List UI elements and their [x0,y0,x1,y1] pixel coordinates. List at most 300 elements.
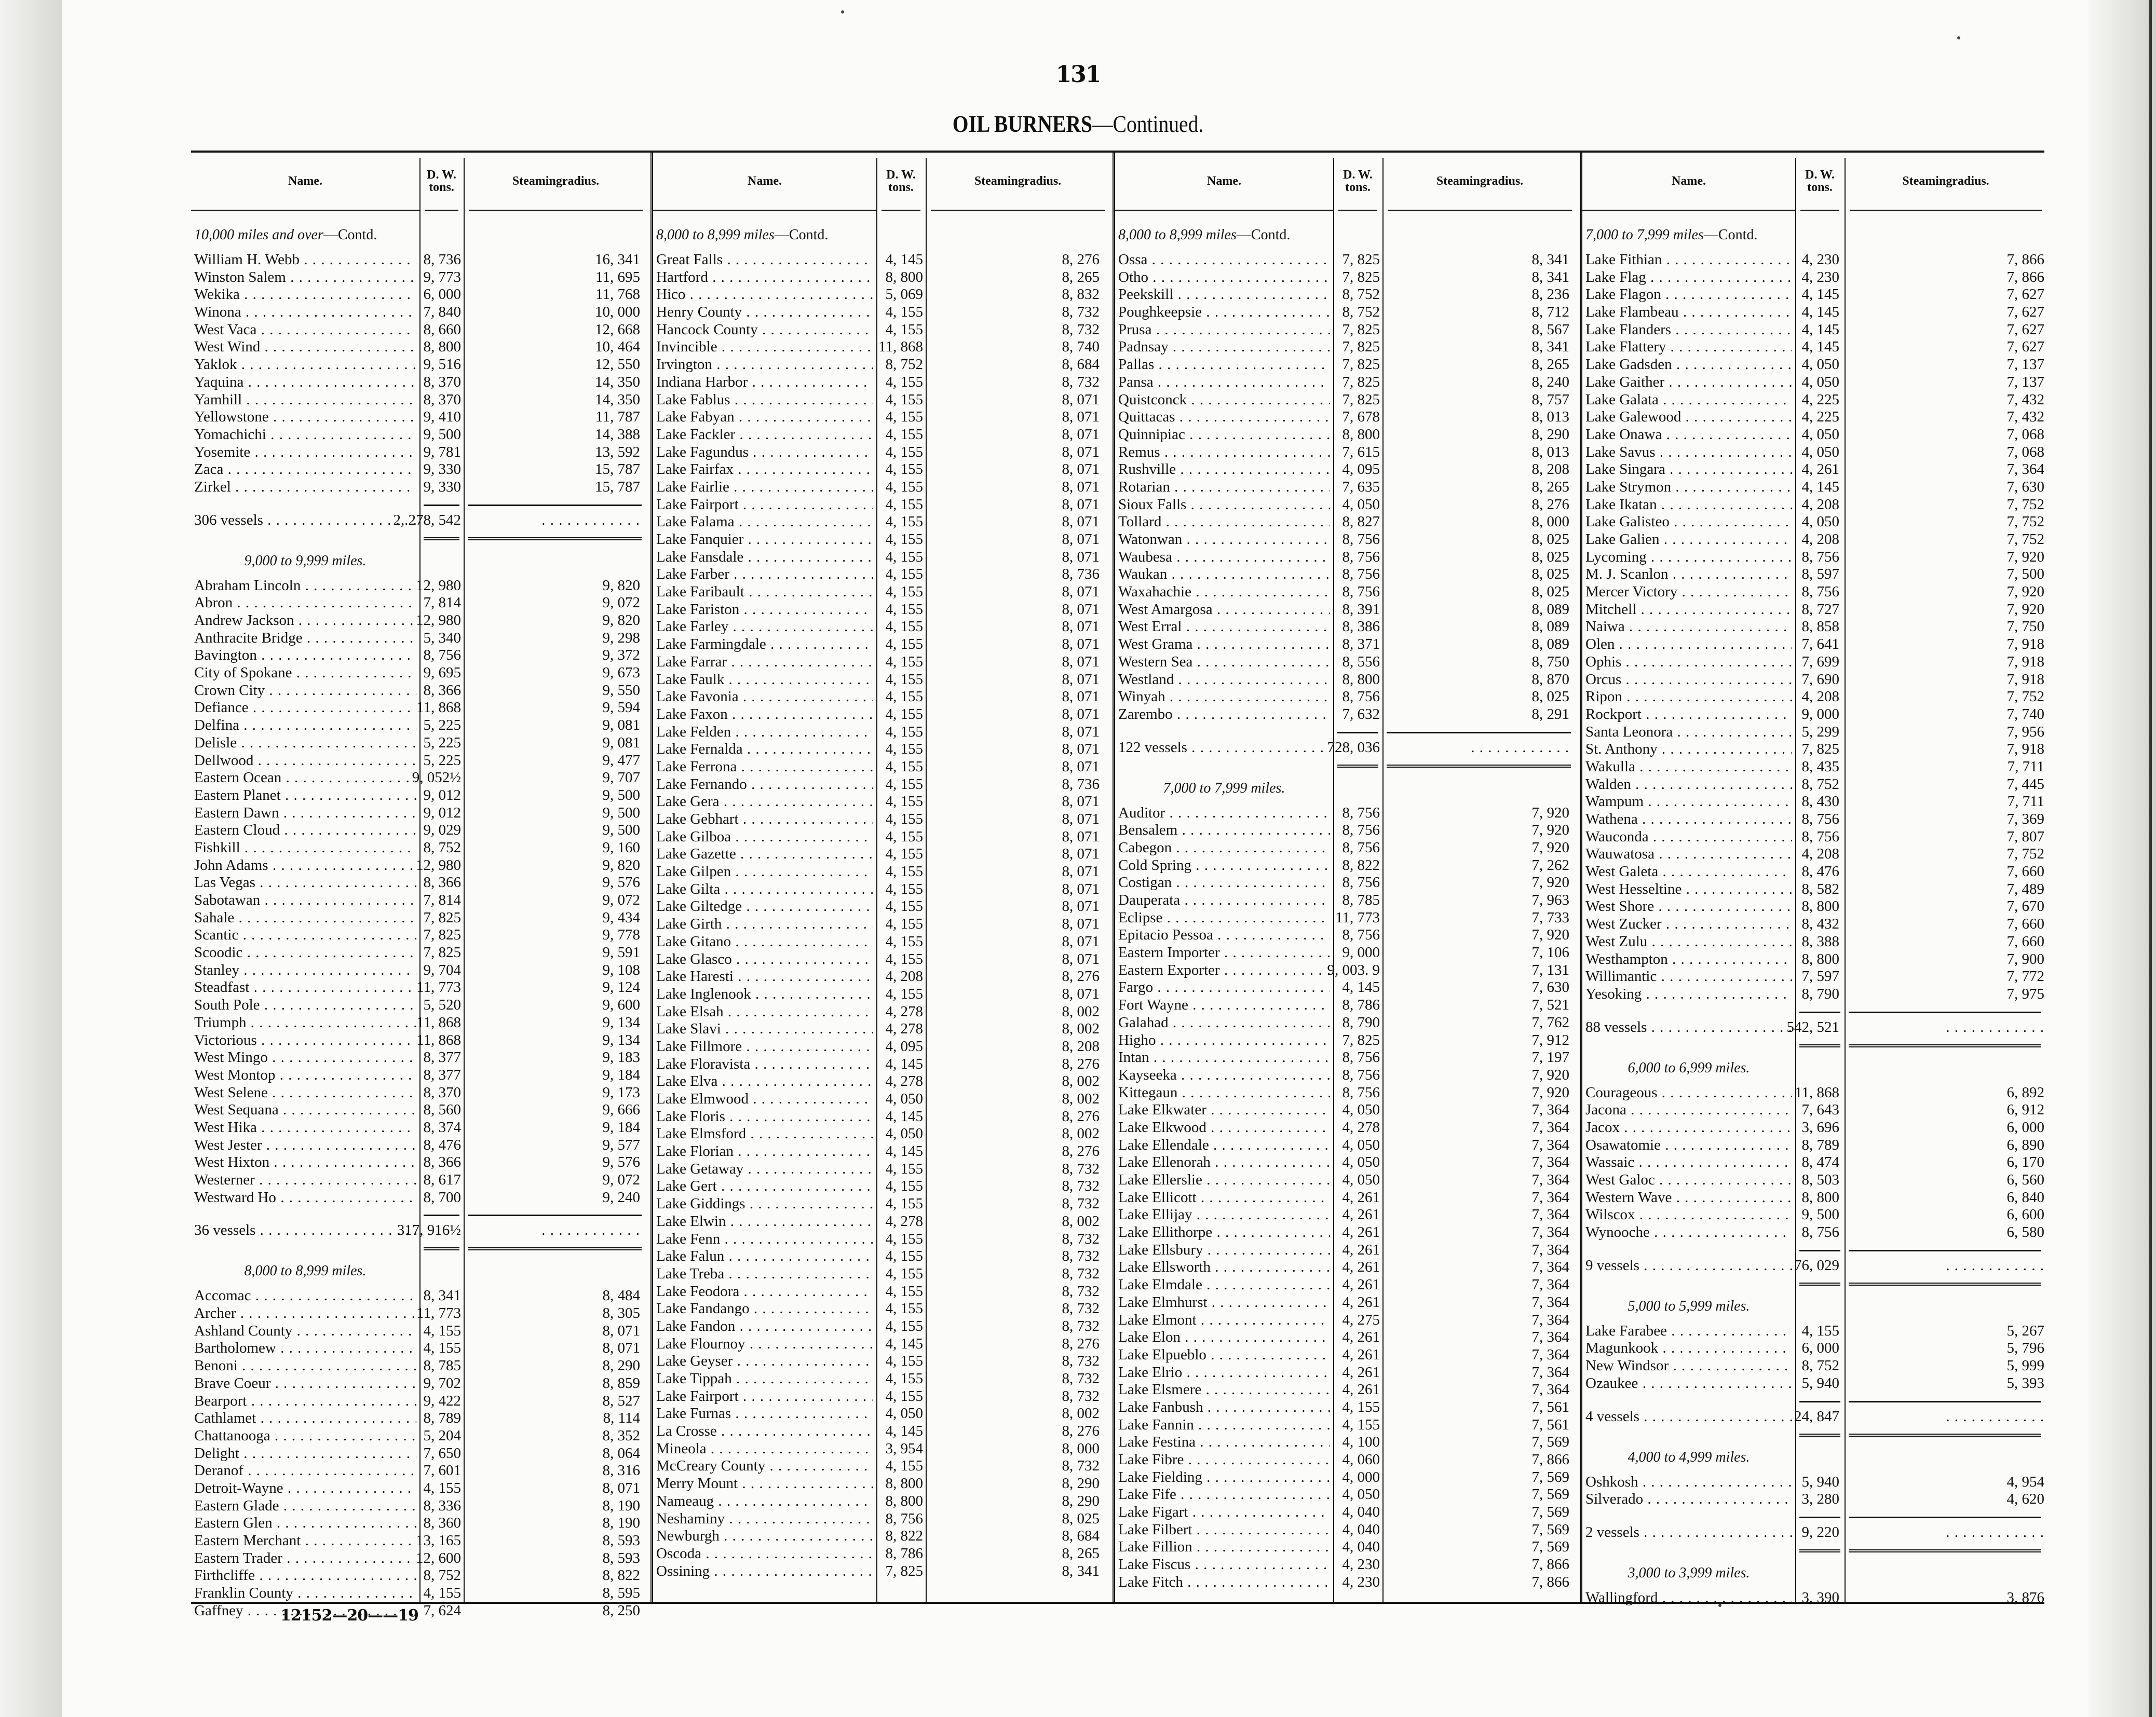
page-number: 131 [1055,61,1101,88]
table-row [1115,549,1577,566]
vessel-name: Waukan . . . [1118,566,1330,583]
table-row [191,664,648,682]
steaming-radius: 8, 276 [1062,1423,1100,1440]
dw-tons: 4, 145 [885,251,923,268]
header-dw-tons: D. W. tons. [882,153,920,211]
subtotal-row [1582,1517,2047,1557]
steaming-radius: 9, 820 [602,577,640,594]
steaming-radius: 8, 276 [1531,496,1569,513]
dw-tons: 8, 756 [1342,583,1380,601]
dw-tons: 4, 155 [885,1300,923,1317]
subtotal-radius-leader [541,1215,640,1246]
steaming-radius: 8, 071 [602,1322,640,1339]
steaming-radius: 7, 772 [2006,968,2044,985]
vessel-name: Wassaic . . . [1585,1154,1792,1171]
steaming-radius: 8, 002 [1062,1003,1100,1020]
dw-tons: 11, 773 [416,1305,461,1322]
vessel-name: Lake Flagon . . . [1585,286,1792,304]
vessel-name: Deranof . . . [194,1462,416,1480]
header-dw-tons: D. W. tons. [1800,153,1839,211]
table-row [653,356,1110,374]
dw-tons: 4, 155 [423,1322,461,1339]
table-row [1115,1434,1577,1451]
vessel-name: Nameaug . . . [656,1493,873,1510]
vessel-name: Lake Savus . . . [1585,444,1792,461]
steaming-radius: 8, 071 [1062,828,1100,845]
steaming-radius: 8, 732 [1062,1370,1100,1387]
vessel-name: Rotarian . . . [1118,479,1330,496]
steaming-radius: 8, 712 [1531,304,1569,321]
steaming-radius: 7, 750 [2006,618,2044,635]
dw-tons: 9, 000 [1342,944,1380,961]
table-row [653,741,1110,758]
dw-tons: 4, 230 [1801,268,1839,285]
vessel-name: Dellwood . . . [194,752,416,770]
table-row [1115,1381,1577,1399]
dw-tons: 9, 003. 9 [1327,961,1380,978]
vessel-name: Lake Farley . . . [656,618,873,636]
steaming-radius: 15, 787 [595,461,640,478]
vessel-name: Lake Gitano . . . [656,933,873,951]
dw-tons: 11, 868 [1795,1084,1839,1101]
steaming-radius: 7, 752 [2006,846,2044,863]
table-row [191,1602,648,1620]
header-steaming-line1: Steaming [1436,174,1486,188]
dw-tons: 8, 786 [885,1545,923,1562]
steaming-radius: 8, 276 [1062,1055,1100,1072]
steaming-radius: 7, 920 [1531,1066,1569,1083]
steaming-radius: 7, 660 [2006,933,2044,950]
vessel-name: Lake Flag . . . [1585,269,1792,287]
vessel-name: Lake Felden . . . [656,724,873,741]
steaming-radius: 8, 870 [1531,671,1569,688]
dw-tons: 7, 825 [423,909,461,926]
steaming-radius: 9, 184 [602,1066,640,1083]
header-name: Name. [653,153,876,211]
table-row [191,1410,648,1427]
table-row [1115,1084,1577,1102]
table-row [1115,1137,1577,1154]
dw-tons: 8, 800 [885,1492,923,1509]
table-row [653,1528,1110,1545]
dw-tons: 4, 155 [885,880,923,897]
dw-tons: 11, 868 [416,1031,461,1048]
section-label [1585,1557,1792,1589]
vessel-name: Lake Festina . . . [1118,1434,1330,1451]
dw-tons: 8, 370 [423,391,461,408]
dw-tons: 8, 476 [423,1136,461,1153]
table-row [1582,286,2047,304]
vessel-name: Merry Mount . . . [656,1475,873,1493]
dw-tons: 4, 060 [1342,1451,1380,1468]
table-row [653,304,1110,321]
steaming-radius: 9, 550 [602,682,640,699]
table-row [191,822,648,839]
section-label [194,545,416,577]
vessel-name: Lake Ellendale . . . [1118,1137,1330,1154]
vessel-name: West Erral . . . [1118,618,1330,636]
table-row [1582,251,2047,269]
vessel-name: Delfina . . . [194,717,416,734]
dw-tons: 8, 756 [1342,548,1380,565]
dw-tons: 4, 155 [885,705,923,723]
dw-tons: 4, 050 [1801,513,1839,530]
vessel-name: Lake Gilboa . . . [656,828,873,846]
dw-tons: 4, 050 [1801,373,1839,390]
table-row [1582,1340,2047,1357]
table-row [1582,1171,2047,1189]
vessel-name: Padnsay . . . [1118,338,1330,356]
table-row [191,962,648,979]
vessel-name: Westland . . . [1118,671,1330,689]
table-row [1582,986,2047,1003]
vessel-name: Lake Fackler . . . [656,426,873,444]
dw-tons: 8, 752 [1342,286,1380,303]
steaming-radius: 7, 920 [2006,583,2044,601]
vessel-name: Lake Fitch . . . [1118,1574,1330,1591]
table-rows [653,219,1110,1580]
dw-tons: 8, 374 [423,1119,461,1136]
table-row [191,787,648,805]
steaming-radius: 8, 071 [1062,601,1100,618]
table-row [191,408,648,426]
table-row [653,1091,1110,1108]
steaming-radius: 8, 732 [1062,1248,1100,1265]
subtotal-row [1115,732,1577,772]
steaming-radius: 7, 762 [1531,1014,1569,1031]
dw-tons: 4, 155 [885,304,923,321]
table-row [191,1137,648,1154]
steaming-radius: 8, 732 [1062,1317,1100,1334]
dw-tons: 8, 790 [1801,985,1839,1002]
dw-tons: 9, 012 [423,804,461,821]
vessel-name: Lake Elrio . . . [1118,1364,1330,1382]
steaming-radius: 8, 236 [1531,286,1569,303]
table-row [1115,1276,1577,1294]
vessel-name: Lake Galewood . . . [1585,408,1792,426]
table-row [653,846,1110,863]
table-row [653,1563,1110,1580]
steaming-radius: 8, 190 [602,1497,640,1514]
steaming-radius: 6, 000 [2006,1119,2044,1136]
dw-tons: 4, 155 [885,653,923,670]
steaming-radius: 7, 364 [1531,1364,1569,1381]
vessel-name: Lake Elkwater . . . [1118,1101,1330,1119]
vessel-name: Lake Fablus . . . [656,391,873,409]
steaming-radius: 8, 071 [1062,688,1100,705]
vessel-name: Lake Fife . . . [1118,1486,1330,1504]
steaming-radius: 8, 071 [1062,863,1100,880]
section-range: 6,000 to 6,999 miles. [1628,1059,1750,1076]
section-label [1585,1290,1792,1323]
vessel-name: Eastern Planet . . . [194,787,416,805]
steaming-radius: 7, 364 [1531,1206,1569,1223]
vessel-name: Lake Giltedge . . . [656,898,873,916]
table-row [1582,636,2047,653]
steaming-radius: 8, 071 [1062,461,1100,478]
steaming-radius: 7, 137 [2006,356,2044,373]
vessel-name: Jacona . . . [1585,1101,1792,1119]
steaming-radius: 8, 071 [1062,985,1100,1002]
vessel-name: Lake Fernalda . . . [656,741,873,758]
dw-tons: 4, 208 [1801,846,1839,863]
table-row [1582,671,2047,689]
page-title-main: OIL BURNERS [952,111,1093,137]
vessel-name: Waubesa . . . [1118,549,1330,566]
steaming-radius: 6, 600 [2006,1206,2044,1223]
column-group-3 [1113,153,1577,1602]
vessel-name: Detroit-Wayne . . . [194,1480,416,1497]
steaming-radius: 6, 892 [2006,1084,2044,1101]
vessel-name: Lake Fanquier . . . [656,531,873,549]
table-row [1582,408,2047,426]
vessel-name: West Mingo . . . [194,1049,416,1067]
dw-tons: 8, 756 [1342,926,1380,944]
dw-tons: 4, 278 [885,1212,923,1230]
vessel-name: Lake Fielding . . . [1118,1469,1330,1487]
table-row [1115,1154,1577,1171]
table-row [191,1101,648,1119]
steaming-radius: 9, 134 [602,1031,640,1048]
section-label [194,219,416,251]
dw-tons: 4, 155 [885,601,923,618]
dw-tons: 8, 476 [1801,863,1839,880]
dw-tons: 8, 503 [1801,1171,1839,1188]
subtotal-row [1582,1012,2047,1052]
table-row [191,461,648,479]
dw-tons: 4, 155 [885,443,923,460]
steaming-radius: 7, 364 [1531,1311,1569,1328]
steaming-radius: 8, 071 [1062,898,1100,915]
steaming-radius: 16, 341 [595,251,640,268]
steaming-radius: 8, 484 [602,1287,640,1304]
table-row [653,251,1110,269]
vessel-name: Yaquina . . . [194,374,416,391]
dw-tons: 8, 800 [1342,426,1380,443]
steaming-radius: 7, 920 [1531,822,1569,839]
header-dw-tons: D. W. tons. [425,153,458,211]
subtotal-tons: 542, 521 [1786,1018,1839,1035]
table-row [1115,374,1577,391]
table-row [653,863,1110,881]
dw-tons: 9, 500 [423,426,461,443]
vessel-name: Higho . . . [1118,1032,1330,1050]
steaming-radius: 4, 954 [2006,1473,2044,1490]
vessel-name: Lake Geyser . . . [656,1353,873,1370]
header-steaming-line1: Steaming [1902,174,1952,188]
table-row [191,979,648,997]
page-title-continued: —Continued. [1092,111,1204,137]
steaming-radius: 8, 276 [1062,1108,1100,1125]
vessel-name: West Wind . . . [194,338,416,356]
dw-tons: 4, 155 [885,758,923,775]
dw-tons: 4, 155 [885,688,923,705]
vessel-name: Indiana Harbor . . . [656,374,873,391]
vessel-name: Invincible . . . [656,338,873,356]
dw-tons: 8, 800 [1801,898,1839,915]
steaming-radius: 15, 787 [595,478,640,495]
section-label [656,219,873,251]
dw-tons: 4, 050 [885,1405,923,1422]
vessel-name: Lake Filbert . . . [1118,1521,1330,1539]
vessel-name: Sahale . . . [194,909,416,927]
table-row [653,1423,1110,1440]
dw-tons: 4, 145 [1801,286,1839,303]
table-row [1115,479,1577,496]
table-row [653,1143,1110,1161]
vessel-name: West Hesseltine . . . [1585,881,1792,898]
table-row [653,653,1110,671]
table-row [191,717,648,734]
dw-tons: 8, 786 [1342,997,1380,1014]
steaming-radius: 8, 595 [602,1585,640,1602]
table-row [1115,857,1577,875]
dw-tons: 8, 366 [423,874,461,891]
table-row [1115,566,1577,583]
table-row [1115,1521,1577,1539]
dw-tons: 8, 785 [423,1357,461,1374]
steaming-radius: 7, 627 [2006,304,2044,321]
vessel-name: Cathlamet . . . [194,1410,416,1427]
vessel-name: Yesoking . . . [1585,986,1792,1003]
table-row [1115,926,1577,944]
vessel-name: West Shore . . . [1585,898,1792,916]
table-row [191,1119,648,1137]
header-name: Name. [1582,153,1795,211]
dw-tons: 5, 225 [423,734,461,751]
vessel-name: Epitacio Pessoa . . . [1118,926,1330,944]
table-row [653,881,1110,898]
table-row [653,758,1110,776]
table-row [191,630,648,647]
table-row [1582,531,2047,549]
vessel-name: Lake Fansdale . . . [656,549,873,566]
vessel-name: West Zulu . . . [1585,933,1792,951]
header-steaming-line2: radius. [562,174,600,188]
vessel-name: West Amargosa . . . [1118,601,1330,619]
table-row [1582,1206,2047,1224]
vessel-name: Waxahachie . . . [1118,583,1330,601]
table-row [191,304,648,321]
vessel-name: Lake Faulk . . . [656,671,873,689]
dw-tons: 4, 278 [885,1003,923,1020]
vessel-name: Lake Elwin . . . [656,1213,873,1231]
steaming-radius: 7, 918 [2006,653,2044,670]
steaming-radius: 7, 569 [1531,1468,1569,1486]
vessel-name: Westward Ho . . . [194,1189,416,1207]
steaming-radius: 8, 290 [1062,1475,1100,1492]
vessel-name: Mineola . . . [656,1440,873,1458]
column-group-2 [650,153,1110,1602]
table-row [1115,997,1577,1014]
steaming-radius: 8, 000 [1062,1440,1100,1457]
table-row [1582,391,2047,409]
vessel-name: Osawatomie . . . [1585,1137,1792,1154]
subtotal-radius-leader [1946,1401,2044,1432]
vessel-name: Westerner . . . [194,1171,416,1189]
dw-tons: 9, 052½ [412,769,461,786]
dw-tons: 4, 278 [885,1073,923,1090]
page-left-margin [0,0,62,1717]
steaming-radius: 8, 002 [1062,1073,1100,1090]
vessel-name: Eastern Trader . . . [194,1550,416,1568]
dw-tons: 7, 690 [1801,671,1839,688]
vessel-name: Victorious . . . [194,1032,416,1050]
dw-tons: 7, 632 [1342,705,1380,723]
dw-tons: 7, 825 [423,944,461,961]
steaming-radius: 8, 071 [1062,443,1100,460]
steaming-radius: 9, 081 [602,717,640,734]
steaming-radius: 7, 364 [1531,1293,1569,1311]
table-row [1115,1486,1577,1504]
table-row [1115,688,1577,706]
vessel-name: Lake Fillmore . . . [656,1038,873,1056]
vessel-name: Lake Fairlie . . . [656,479,873,496]
table-row [1115,1119,1577,1137]
table-row [191,734,648,752]
table-row [1582,1119,2047,1137]
steaming-radius: 7, 711 [2007,758,2044,775]
steaming-radius: 8, 071 [602,1340,640,1357]
table-row [653,426,1110,444]
vessel-name: Wauconda . . . [1585,828,1792,846]
steaming-radius: 7, 364 [1531,1171,1569,1188]
steaming-radius: 7, 364 [1531,1136,1569,1153]
section-range: 8,000 to 8,999 miles [656,227,775,243]
steaming-radius: 7, 920 [1531,839,1569,856]
section-label [1585,1052,1792,1084]
vessel-name: Lake Ellerslie . . . [1118,1171,1330,1189]
table-row [1115,1451,1577,1469]
steaming-radius: 9, 298 [602,629,640,646]
steaming-radius: 11, 695 [595,268,640,285]
vessel-name: Triumph . . . [194,1014,416,1032]
table-row [1115,1032,1577,1050]
vessel-name: Lake Ikatan . . . [1585,496,1792,514]
table-row [1115,1259,1577,1276]
vessel-name: Walden . . . [1585,776,1792,794]
steaming-radius: 9, 434 [602,909,640,926]
vessel-name: Bartholomew . . . [194,1340,416,1357]
dw-tons: 4, 145 [1801,478,1839,495]
vessel-name: Lycoming . . . [1585,549,1792,566]
dw-tons: 4, 155 [885,513,923,530]
header-steaming-line1: Steaming [974,174,1024,188]
steaming-radius: 4, 620 [2006,1491,2044,1508]
page-right-margin [2089,0,2156,1717]
dw-tons: 4, 155 [885,1387,923,1405]
vessel-name: Lake Furnas . . . [656,1405,873,1423]
dw-tons: 4, 155 [423,1479,461,1496]
subtotal-label: 36 vessels . . . [194,1215,416,1246]
dw-tons: 4, 050 [885,1125,923,1142]
dw-tons: 4, 278 [1342,1119,1380,1136]
vessel-name: Steadfast . . . [194,979,416,997]
vessel-name: Lake Flournoy . . . [656,1336,873,1353]
steaming-radius: 5, 267 [2006,1322,2044,1339]
dw-tons: 4, 145 [1801,304,1839,321]
dw-tons: 5, 225 [423,717,461,734]
vessel-name: Lake Fairport . . . [656,496,873,514]
dw-tons: 4, 155 [885,373,923,390]
table-row [191,1445,648,1463]
steaming-radius: 9, 072 [602,1171,640,1188]
table-row [1115,706,1577,724]
section-heading [1582,1441,2047,1474]
steaming-radius: 7, 866 [2006,251,2044,268]
dw-tons: 4, 208 [885,968,923,985]
vessel-name: Lake Farber . . . [656,566,873,583]
